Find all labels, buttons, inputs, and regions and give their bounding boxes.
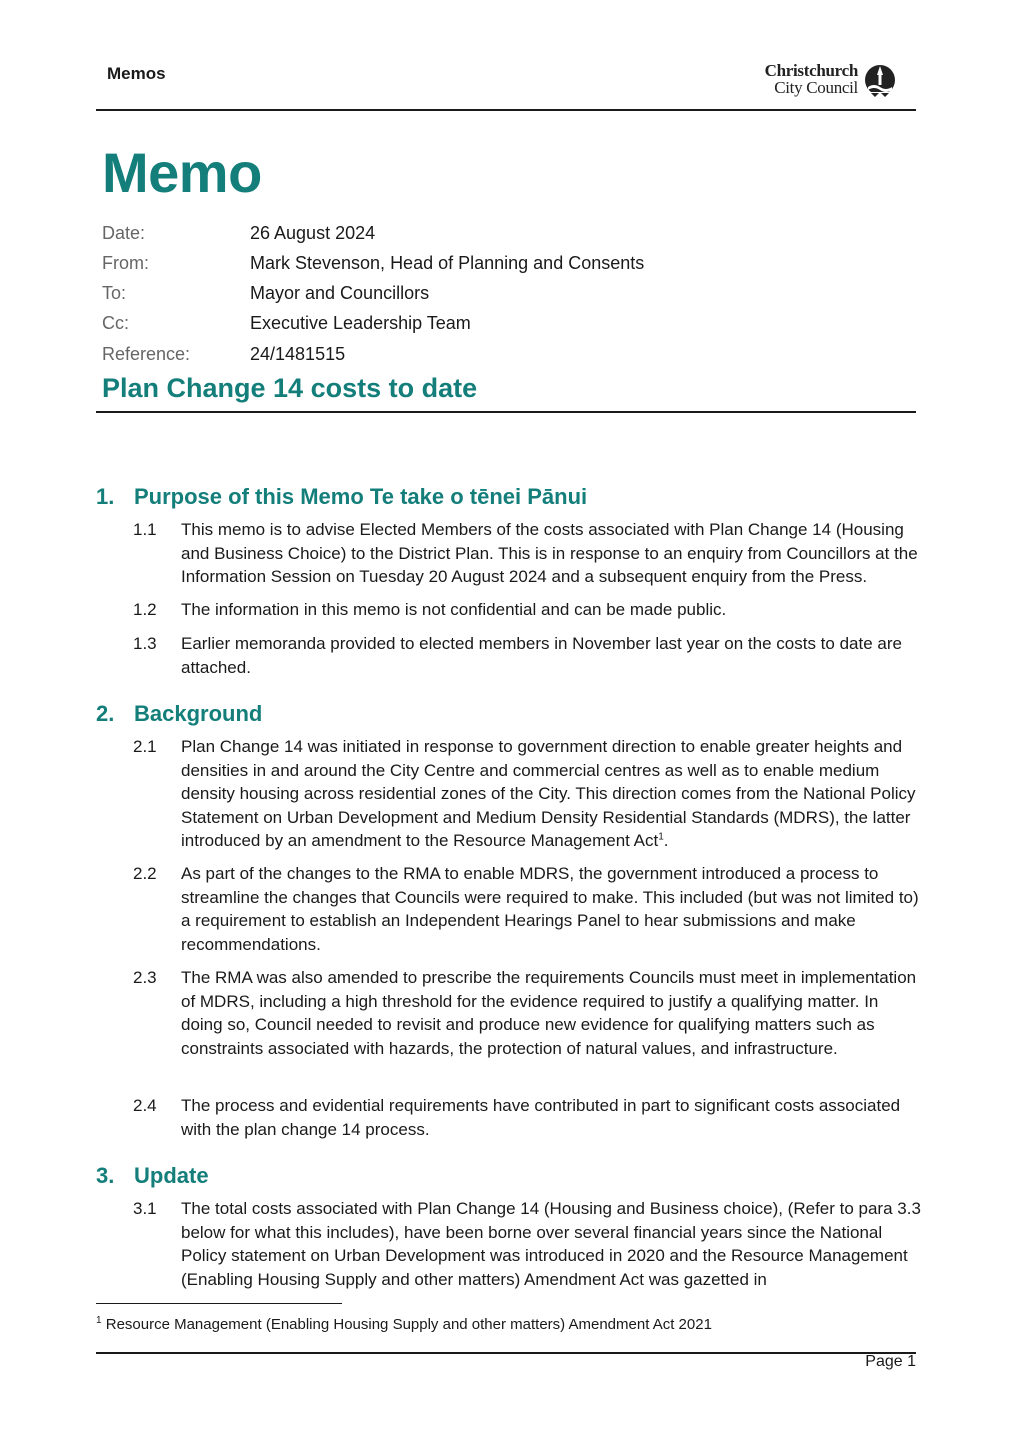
paragraph-text: As part of the changes to the RMA to enable MDRS, the government introduced a process to streamline the changes that Councils were required to make. This included (but was not limited to) a requirement to establish an Independent Hearings Panel to hear submissions and make recommendations. — [181, 864, 919, 954]
footnote — [96, 1316, 712, 1333]
paragraph-text: The information in this memo is not confidential and can be made public. — [181, 600, 727, 619]
meta-label: Cc: — [102, 313, 129, 333]
paragraph-number: 1.1 — [133, 520, 157, 539]
footnote-text: Resource Management (Enabling Housing Supply and other matters) Amendment Act 2021 — [105, 1316, 712, 1333]
section-number: 1. — [96, 484, 115, 509]
meta-value: Mayor and Councillors — [250, 283, 430, 303]
meta-label: Reference: — [102, 344, 191, 364]
footnote-divider — [96, 1303, 342, 1304]
section-title: Background — [134, 701, 263, 726]
logo-line-2: City Council — [774, 78, 858, 97]
paragraph-text: Earlier memoranda provided to elected members in November last year on the costs to date are attached. — [181, 634, 902, 677]
meta-label: From: — [102, 253, 149, 273]
meta-value: 24/1481515 — [250, 344, 346, 364]
footnote-reference[interactable]: 1 — [658, 831, 664, 843]
memo-subject: Plan Change 14 costs to date — [102, 373, 478, 403]
subject-divider — [96, 411, 916, 413]
paragraph-number: 2.4 — [133, 1096, 157, 1115]
paragraph-number: 2.2 — [133, 864, 157, 883]
paragraph-text: This memo is to advise Elected Members of the costs associated with Plan Change 14 (Housing and Business Choice) to the District Plan. This is in response to an enquiry from Councillors at the Information Session on Tuesday 20 August 2024 and a subsequent enquiry from the Press. — [181, 520, 918, 586]
paragraph-number: 1.2 — [133, 600, 157, 619]
footnote-mark: 1 — [96, 1315, 102, 1326]
paragraph-number: 2.3 — [133, 968, 157, 987]
paragraph-text: The process and evidential requirements have contributed in part to significant costs associated with the plan change 14 process. — [181, 1096, 901, 1139]
meta-value: Executive Leadership Team — [250, 313, 471, 333]
paragraph-text — [181, 735, 921, 853]
footer-divider — [96, 1352, 916, 1354]
page-number: Page 1 — [865, 1353, 916, 1370]
paragraph-number: 2.1 — [133, 737, 157, 756]
paragraph-number: 3.1 — [133, 1199, 157, 1218]
meta-value: Mark Stevenson, Head of Planning and Consents — [250, 253, 645, 273]
memo-title: Memo — [102, 141, 262, 204]
paragraph-number: 1.3 — [133, 634, 157, 653]
paragraph-body: Plan Change 14 was initiated in response to government direction to enable greater heights and densities in and around the City Centre and commercial centres as well as to enable medium density housing across residential zones of the City. This direction comes from the National Policy Statement on Urban Development and Medium Density Residential Standards (MDRS), the latter introduced by an amendment to the Resource Management Act — [181, 737, 916, 850]
section-heading — [96, 484, 587, 510]
logo-line-1: Christchurch — [764, 61, 858, 80]
paragraph-text: The total costs associated with Plan Change 14 (Housing and Business choice), (Refer to para 3.3 below for what this includes), have been borne over several financial years since the National Policy statement on Urban Development was introduced in 2020 and the Resource Management (Enabling Housing Supply and other matters) Amendment Act was gazetted in — [181, 1199, 921, 1289]
council-logo — [746, 62, 898, 102]
paragraph-end: . — [663, 831, 669, 850]
running-header-label: Memos — [107, 64, 166, 83]
cathedral-emblem-icon — [862, 63, 898, 99]
section-heading — [96, 701, 262, 727]
section-number: 3. — [96, 1163, 115, 1188]
header-divider — [96, 109, 916, 111]
paragraph-text: The RMA was also amended to prescribe the requirements Councils must meet in implementation of MDRS, including a high threshold for the evidence required to justify a qualifying matter. In doing so, Council needed to revisit and produce new evidence for qualifying matters such as constraints associated with hazards, the protection of natural values, and infrastructure. — [181, 968, 917, 1058]
section-heading — [96, 1163, 209, 1189]
meta-label: To: — [102, 283, 127, 303]
section-number: 2. — [96, 701, 115, 726]
meta-label: Date: — [102, 223, 146, 243]
section-title: Update — [134, 1163, 209, 1188]
meta-value: 26 August 2024 — [250, 223, 376, 243]
section-title: Purpose of this Memo Te take o tēnei Pānui — [134, 484, 588, 509]
